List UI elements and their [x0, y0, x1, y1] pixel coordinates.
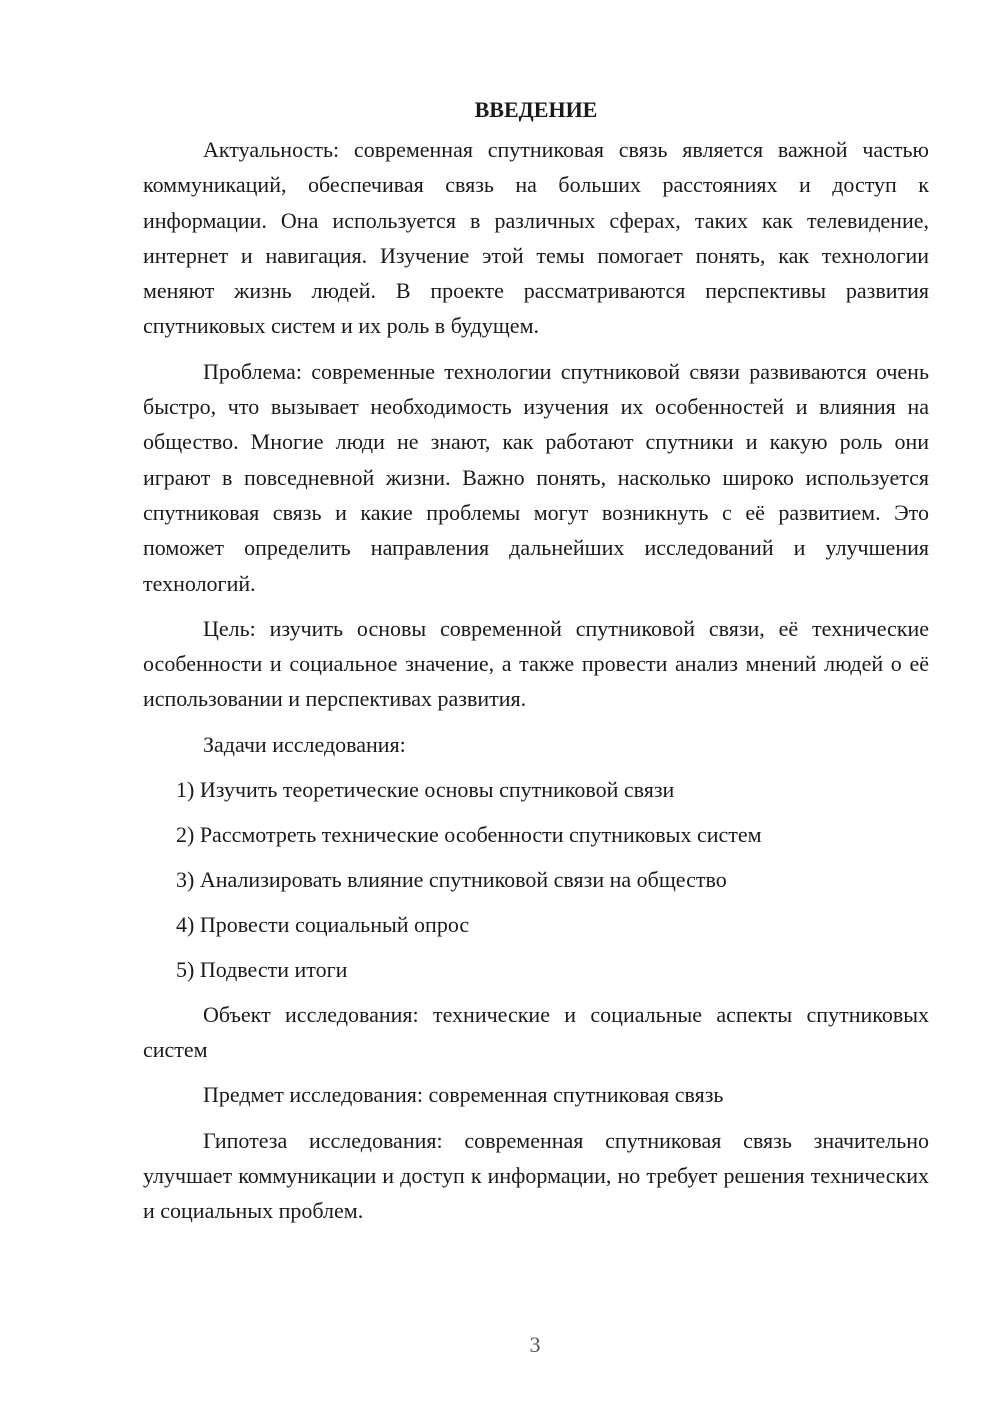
task-item: 2) Рассмотреть технические особенности спутниковых систем [176, 821, 762, 847]
paragraph-goal: Цель: изучить основы современной спутниковой связи, её технические особенности и социальное значение, а также провести анализ мнений людей о её использовании и перспективах развития. [143, 615, 929, 712]
paragraph-problem: Проблема: современные технологии спутниковой связи развиваются очень быстро, что вызывает необходимость изучения их особенностей и влияния на общество. Многие люди не знают, как работают спутники и какую роль они играют в повседневной жизни. Важно понять, насколько широко используется спутниковая связь и какие проблемы могут возникнуть с её развитием. Это поможет определить направления дальнейших исследований и улучшения технологий. [143, 358, 929, 596]
task-item: 3) Анализировать влияние спутниковой связи на общество [176, 866, 727, 892]
paragraph-hypothesis: Гипотеза исследования: современная спутниковая связь значительно улучшает коммуникации и доступ к информации, но требует решения технических и социальных проблем. [143, 1127, 929, 1224]
page-title: ВВЕДЕНИЕ [474, 97, 598, 122]
tasks-heading: Задачи исследования: [203, 731, 406, 757]
paragraph-object: Объект исследования: технические и социальные аспекты спутниковых систем [143, 1001, 929, 1063]
document-page [143, 92, 929, 1239]
page-number: 3 [529, 1332, 541, 1357]
task-item: 5) Подвести итоги [176, 956, 348, 982]
paragraph-actuality: Актуальность: современная спутниковая связь является важной частью коммуникаций, обеспечивая связь на больших расстояниях и доступ к информации. Она используется в различных сферах, таких как телевидение, интернет и навигация. Изучение этой темы помогает понять, как технологии меняют жизнь людей. В проекте рассматриваются перспективы развития спутниковых систем и их роль в будущем. [143, 137, 929, 339]
task-item: 1) Изучить теоретические основы спутниковой связи [176, 776, 675, 802]
paragraph-subject: Предмет исследования: современная спутниковая связь [203, 1082, 724, 1108]
task-item: 4) Провести социальный опрос [176, 911, 470, 937]
